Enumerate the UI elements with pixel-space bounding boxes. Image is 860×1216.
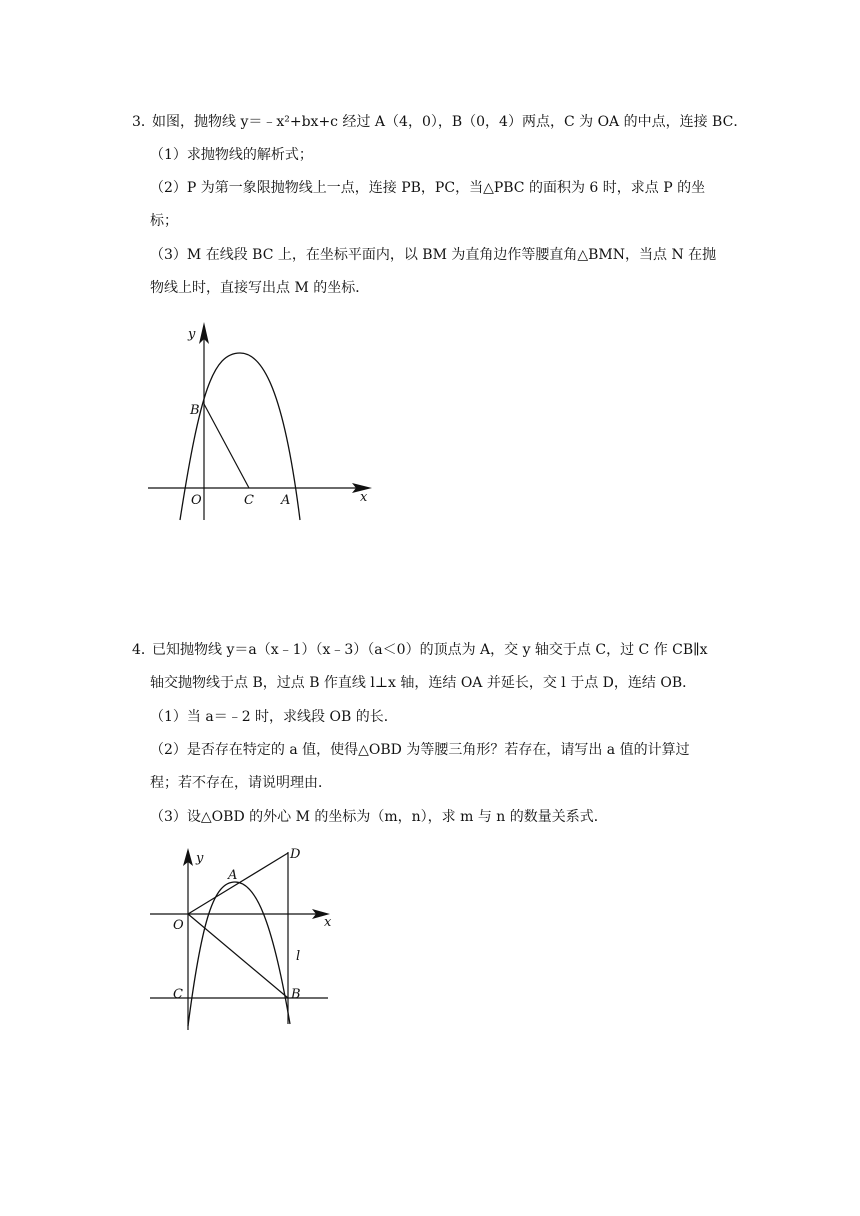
problem-3-part-1: （1）求抛物线的解析式； <box>150 147 313 163</box>
problem-4-number: 4． <box>132 642 155 658</box>
segment-ob <box>188 914 288 998</box>
problem-4-part-3: （3）设△OBD 的外心 M 的坐标为（m，n），求 m 与 n 的数量关系式． <box>150 809 608 825</box>
segment-bc <box>204 404 249 488</box>
problem-4-part-2-cont: 程；若不存在，请说明理由． <box>150 775 332 791</box>
label-c: C <box>244 493 254 508</box>
label-y: y <box>188 327 196 342</box>
parabola <box>188 882 290 1026</box>
label-b: B <box>291 987 301 1002</box>
label-y: y <box>196 851 204 866</box>
problem-3-figure <box>140 318 390 528</box>
label-a: A <box>281 493 291 508</box>
problem-3-part-2: （2）P 为第一象限抛物线上一点，连接 PB，PC，当△PBC 的面积为 6 时，求点 P 的坐 <box>150 180 706 196</box>
problem-4-part-1: （1）当 a＝﹣2 时，求线段 OB 的长． <box>150 709 398 725</box>
problem-4-statement-cont: 轴交抛物线于点 B，过点 B 作直线 l⊥x 轴，连结 OA 并延长，交 l 于点 D，连结 OB． <box>150 675 697 691</box>
label-b: B <box>190 403 200 418</box>
label-x: x <box>360 490 368 505</box>
problem-4-statement: 已知抛物线 y＝a（x﹣1）（x﹣3）（a＜0）的顶点为 A，交 y 轴交于点 C，过 C 作 CB∥x <box>152 642 708 658</box>
problem-4-figure <box>140 838 350 1034</box>
problem-3-part-3: （3）M 在线段 BC 上，在坐标平面内，以 BM 为直角边作等腰直角△BMN，当点 N 在抛 <box>150 247 717 263</box>
problem-3-statement: 如图，抛物线 y＝﹣x²+bx+c 经过 A（4，0），B（0，4）两点，C 为 OA 的中点，连接 BC． <box>152 114 748 130</box>
label-a: A <box>228 868 238 883</box>
problem-4-part-2: （2）是否存在特定的 a 值，使得△OBD 为等腰三角形？若存在，请写出 a 值的计算过 <box>150 742 690 758</box>
problem-3-number: 3． <box>132 114 155 130</box>
label-l: l <box>296 949 301 964</box>
label-o: O <box>173 918 184 933</box>
label-x: x <box>324 915 332 930</box>
label-o: O <box>191 493 202 508</box>
label-d: D <box>290 847 301 862</box>
problem-3-part-3-cont: 物线上时，直接写出点 M 的坐标． <box>150 280 370 296</box>
label-c: C <box>173 987 183 1002</box>
problem-3-part-2-cont: 标； <box>150 213 178 229</box>
